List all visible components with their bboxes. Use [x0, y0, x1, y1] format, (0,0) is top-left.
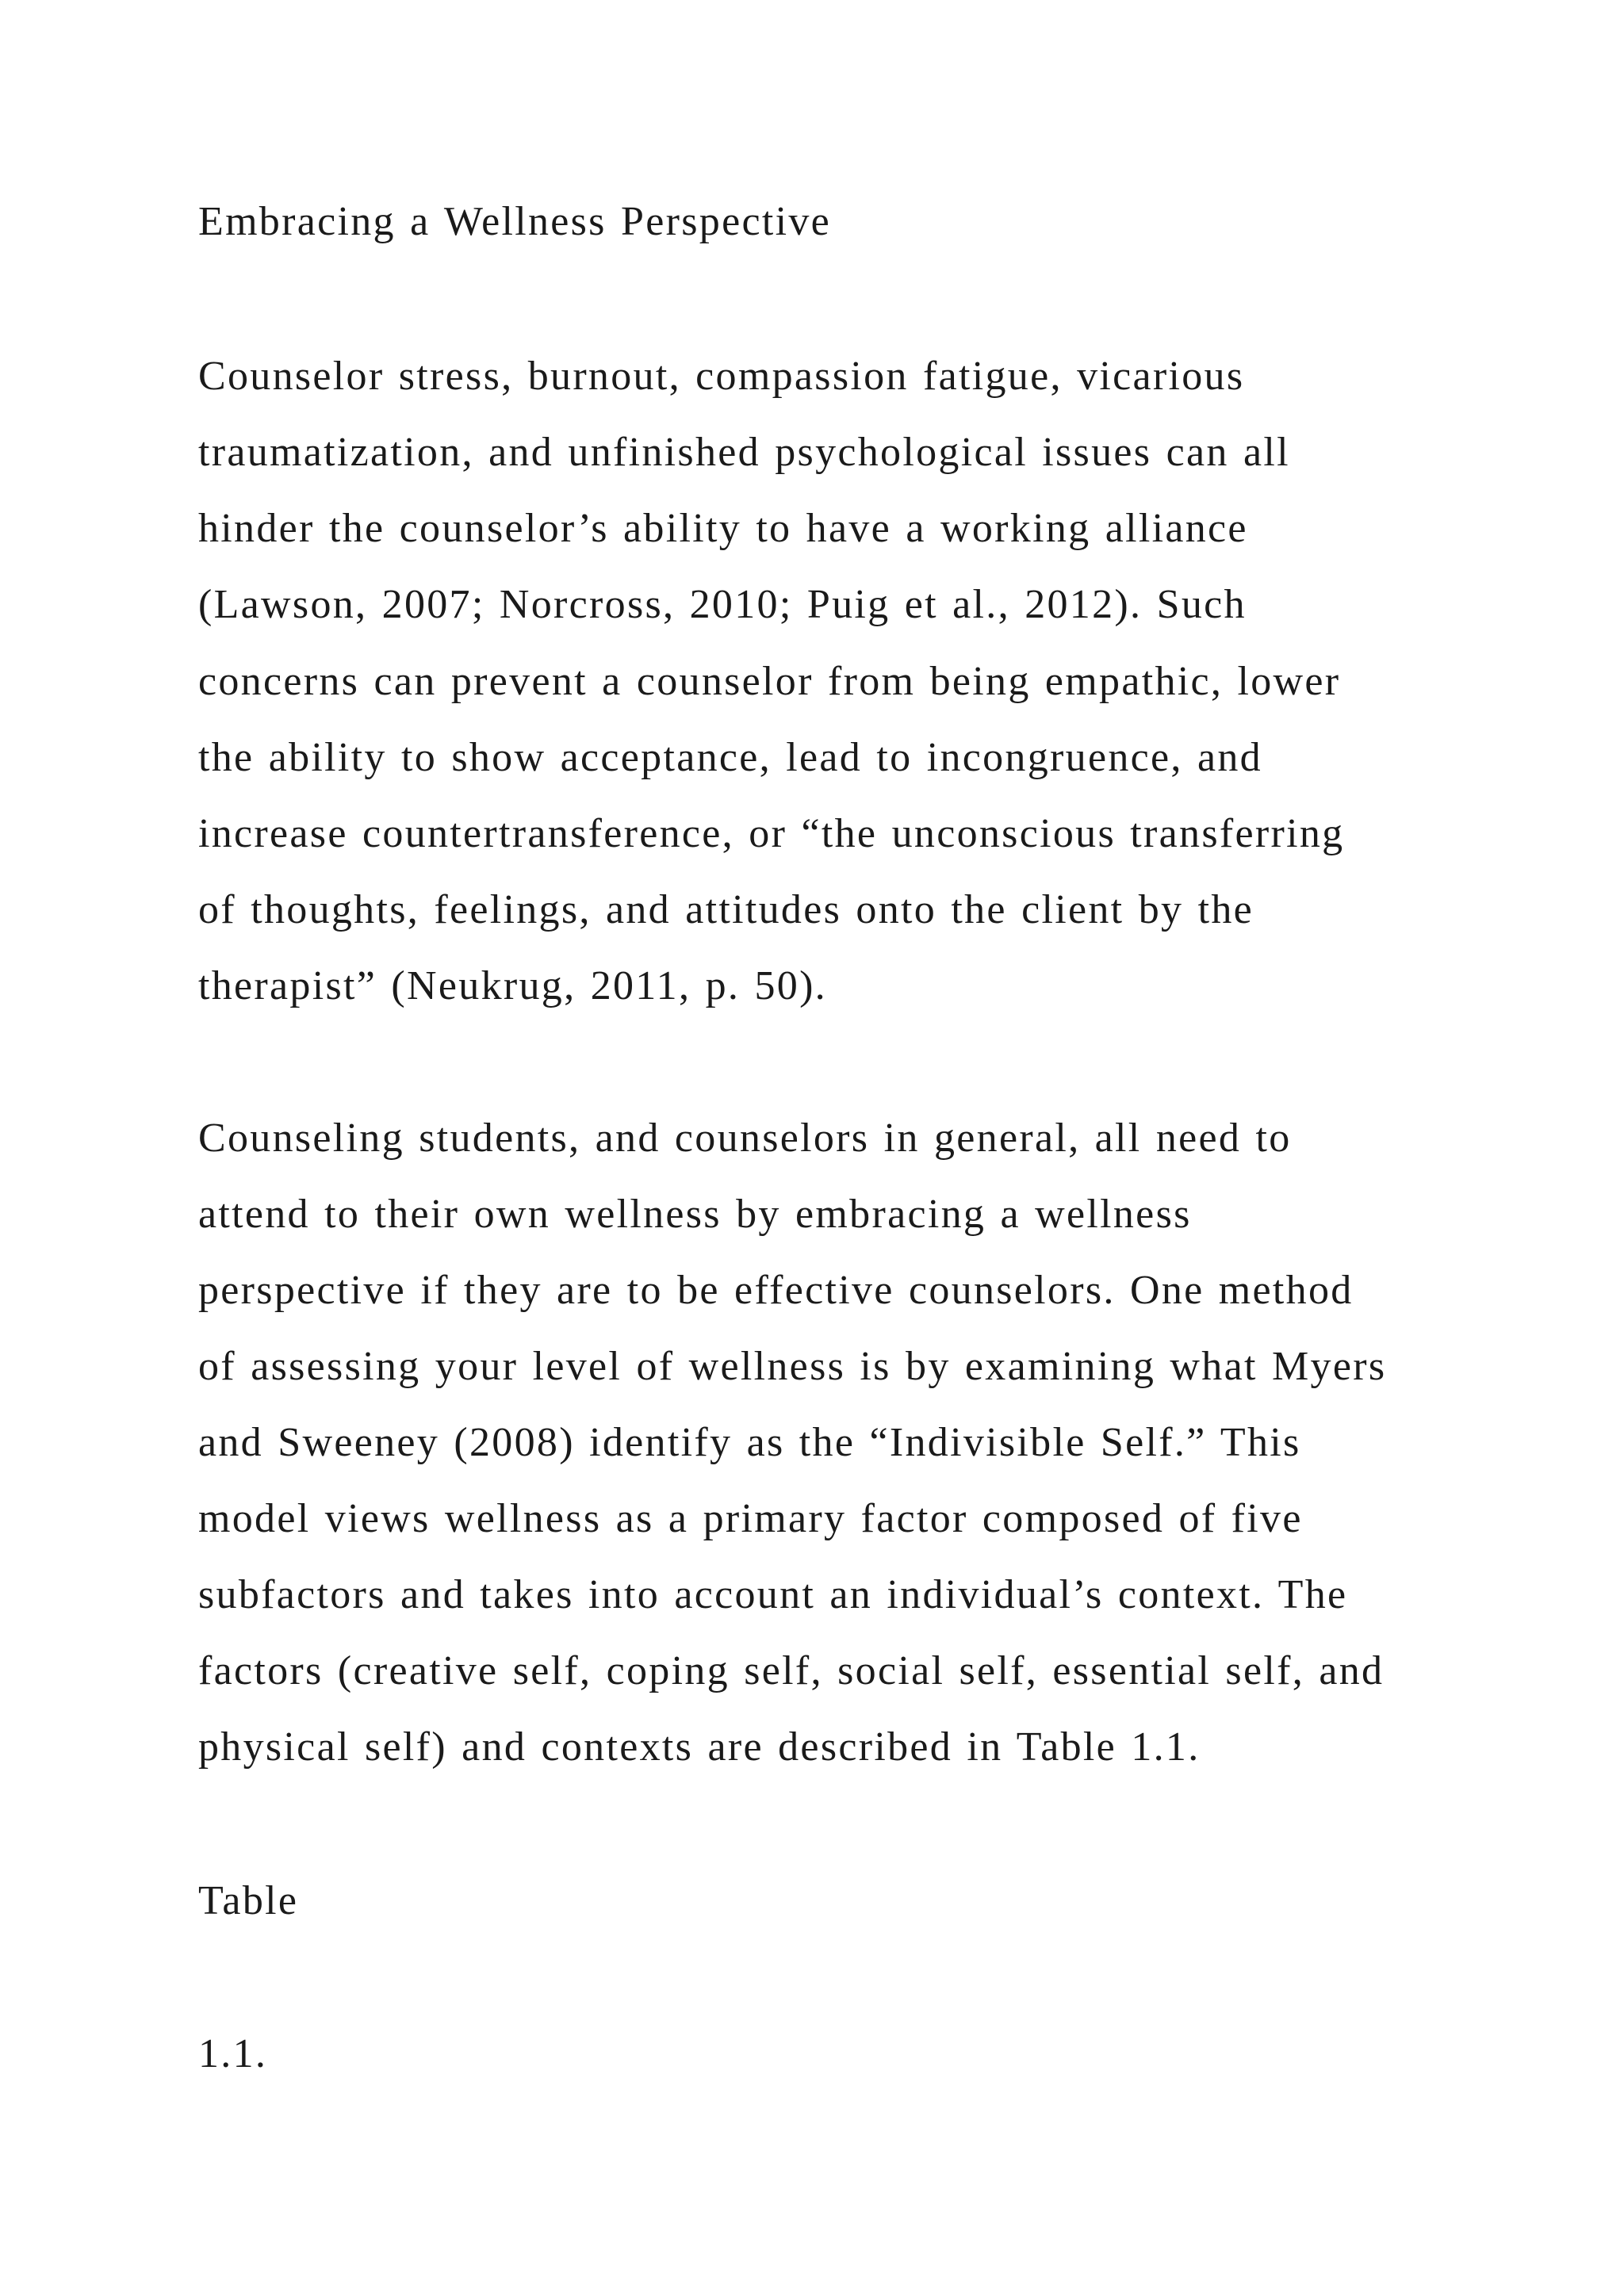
paragraph-line: therapist” (Neukrug, 2011, p. 50).: [198, 963, 827, 1008]
paragraph-line: traumatization, and unfinished psychological issues can all: [198, 430, 1290, 475]
table-number: 1.1.: [198, 2031, 268, 2076]
paragraph-line: physical self) and contexts are described in Table 1.1.: [198, 1724, 1201, 1770]
paragraph-line: perspective if they are to be effective counselors. One method: [198, 1268, 1354, 1313]
table-label: Table: [198, 1878, 299, 1923]
paragraph-line: attend to their own wellness by embracing a wellness: [198, 1192, 1192, 1237]
paragraph-line: subfactors and takes into account an individual’s context. The: [198, 1572, 1348, 1617]
paragraph-line: (Lawson, 2007; Norcross, 2010; Puig et al., 2012). Such: [198, 582, 1247, 627]
paragraph-line: hinder the counselor’s ability to have a working alliance: [198, 506, 1248, 551]
paragraph-line: of thoughts, feelings, and attitudes onto the client by the: [198, 887, 1254, 932]
paragraph-line: Counselor stress, burnout, compassion fatigue, vicarious: [198, 354, 1245, 399]
paragraph-line: and Sweeney (2008) identify as the “Indivisible Self.” This: [198, 1420, 1301, 1465]
paragraph-line: model views wellness as a primary factor composed of five: [198, 1496, 1303, 1541]
paragraph-line: increase countertransference, or “the unconscious transferring: [198, 811, 1345, 856]
paragraph-line: concerns can prevent a counselor from being empathic, lower: [198, 659, 1341, 704]
paragraph-line: the ability to show acceptance, lead to incongruence, and: [198, 735, 1262, 780]
paragraph-line: of assessing your level of wellness is by examining what Myers: [198, 1344, 1387, 1389]
paragraph-line: factors (creative self, coping self, social self, essential self, and: [198, 1648, 1385, 1693]
paragraph-line: Counseling students, and counselors in general, all need to: [198, 1115, 1292, 1161]
document-title: Embracing a Wellness Perspective: [198, 199, 832, 244]
